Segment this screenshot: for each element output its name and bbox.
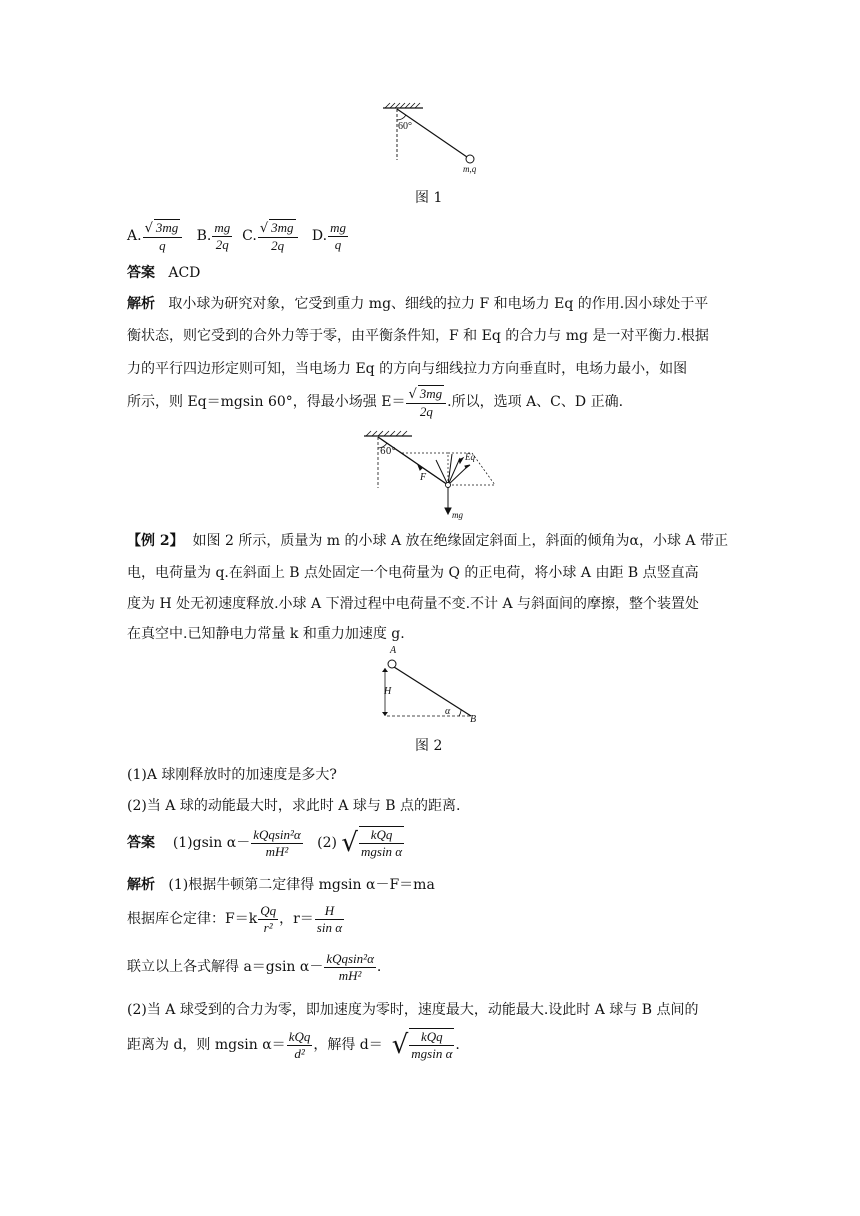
option-d-frac: $\frac{mg}{q}$ (330, 219, 346, 252)
force-angle-label: 60° (380, 447, 396, 457)
distance-frac: $\frac{H}{\text{sin α}}$ (316, 902, 343, 935)
answer-2-part1-frac: $\frac{\text{kQqsin²α}}{\text{mH²}}$ (253, 826, 301, 859)
figure-1-caption: 图 1 (415, 190, 443, 206)
force-diagram-svg (360, 430, 510, 522)
figure-1 (375, 100, 495, 180)
answer-1 (127, 263, 200, 283)
example-2-label: 【例 2】 (127, 533, 184, 549)
height-label: H (384, 686, 392, 697)
option-c-frac: $\frac{√ 3mg}{2q}$ (258, 219, 298, 254)
figure-2 (375, 645, 495, 728)
analysis-2-line-2: 根据库仑定律：F＝k $\frac{Qq}{\text{r²}}$ ，r＝ $\frac{H}{\text{sin α}}$ (127, 902, 343, 935)
example-2-line-3: 度为 H 处无初速度释放.小球 A 下滑过程中电荷量不变.不计 A 与斜面间的摩擦，整个装置处 (127, 596, 700, 612)
analysis-2-line-5: 距离为 d，则 mgsin α＝ $\frac{\text{kQq}}{\text{d²}}$ ，解得 d＝ √ $\frac{\text{kQq}}{\text{mgsin α}}$ . (127, 1028, 460, 1061)
point-b-label: B (470, 714, 477, 725)
accel-frac: $\frac{\text{kQqsin²α}}{\text{mH²}}$ (326, 950, 374, 983)
distance-result-frac: $\frac{\text{kQq}}{\text{mgsin α}}$ (411, 1029, 453, 1061)
option-c-label: C. (242, 228, 257, 244)
answer-2-label: 答案 (127, 835, 155, 851)
question-2: (2)当 A 球的动能最大时，求此时 A 球与 B 点的距离. (127, 798, 461, 814)
analysis-1-line-3: 力的平行四边形定则可知，当电场力 Eq 的方向与细线拉力方向垂直时，电场力最小，如图 (127, 361, 688, 377)
coulomb-frac: $\frac{Qq}{\text{r²}}$ (260, 902, 277, 935)
option-d-label: D. (311, 228, 328, 244)
analysis-1-line-1: 解析 取小球为研究对象，它受到重力 mg、细线的拉力 F 和电场力 Eq 的作用.因小球处于平 (127, 296, 709, 312)
ball-label: m,q (463, 164, 477, 174)
answer-2: 答案 (1)gsin α－ $\frac{\text{kQqsin²α}}{\text{mH²}}$ (2) √ $\frac{\text{kQq}}{\text{mgsin α}}$ (127, 826, 403, 859)
mg-label: mg (452, 510, 463, 520)
analysis-2-line-4: (2)当 A 球受到的合力为零，即加速度为零时，速度最大，动能最大.设此时 A 球与 B 点间的 (127, 1002, 699, 1018)
question-1: (1)A 球刚释放时的加速度是多大? (127, 767, 337, 783)
analysis-1-line-2: 衡状态，则它受到的合外力等于零，由平衡条件知，F 和 Eq 的合力与 mg 是一对平衡力.根据 (127, 328, 709, 344)
alpha-label: α (445, 706, 451, 717)
example-2-line-2: 电，电荷量为 q.在斜面上 B 点处固定一个电荷量为 Q 的正电荷，将小球 A 由距 B 点竖直高 (127, 565, 699, 581)
options-row (127, 218, 349, 254)
eq-label: Eq (465, 452, 475, 462)
answer-label: 答案 (127, 265, 155, 281)
option-b-frac: $\frac{mg}{2q}$ (214, 219, 231, 252)
option-a-frac: $\frac{√ 3mg}{q}$ (143, 219, 183, 254)
angle-label: 60° (398, 121, 412, 132)
example-2-line-1: 【例 2】 如图 2 所示，质量为 m 的小球 A 放在绝缘固定斜面上，斜面的倾角为α，小球 A 带正 (127, 533, 728, 549)
incline-diagram (375, 648, 495, 728)
f-label: F (420, 472, 427, 483)
point-a-label: A (390, 645, 397, 656)
pendulum-diagram (375, 100, 495, 180)
analysis-2-line-1: 解析 (1)根据牛顿第二定律得 mgsin α－F＝ma (127, 877, 435, 893)
answer-2-part2-frac: $\frac{\text{kQq}}{\text{mgsin α}}$ (361, 827, 403, 859)
min-field-frac: $\frac{√ 3mg}{2q}$ (406, 385, 446, 420)
example-2-line-4: 在真空中.已知静电力常量 k 和重力加速度 g. (127, 626, 405, 642)
analysis-2-line-3: 联立以上各式解得 a＝gsin α－ $\frac{\text{kQqsin²α}}{\text{mH²}}$ . (127, 950, 382, 983)
option-b-label: B. (196, 228, 212, 244)
analysis-label: 解析 (127, 296, 155, 312)
analysis-1-line-4: 所示，则 Eq＝mgsin 60°，得最小场强 E＝ $\frac{√ 3mg}{2q}$ .所以，选项 A、C、D 正确. (127, 385, 624, 419)
answer-value: ACD (168, 265, 201, 281)
figure-2-caption: 图 2 (415, 738, 443, 754)
balance-frac: $\frac{\text{kQq}}{\text{d²}}$ (288, 1028, 311, 1061)
option-a-label: A. (127, 228, 142, 244)
analysis-2-label: 解析 (127, 877, 155, 893)
force-diagram (360, 430, 510, 522)
